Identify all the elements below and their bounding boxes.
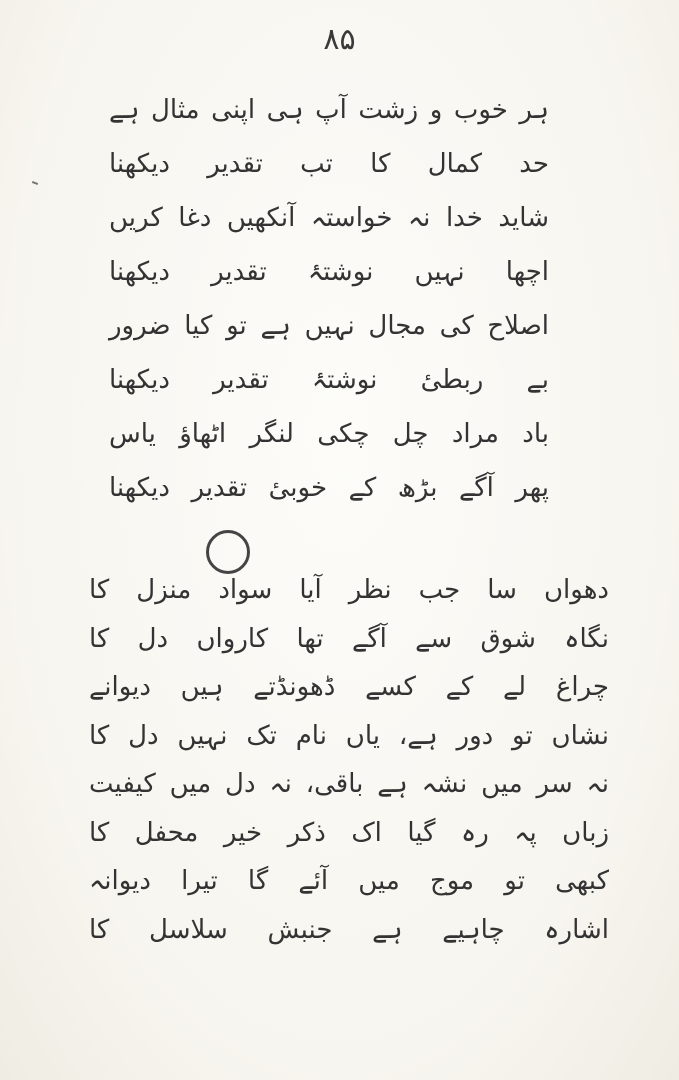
verse-line: زباں پہ رہ گیا اک ذکر خیر محفل کا — [89, 817, 609, 848]
verse-line: شاید خدا نہ خواستہ آنکھیں دغا کریں — [109, 203, 549, 233]
verse-line: نہ سر میں نشہ ہے باقی، نہ دل میں کیفیت — [89, 769, 609, 799]
verse-line: باد مراد چل چکی لنگر اٹھاؤ یاس — [109, 419, 549, 449]
page-number: ۸۵ — [323, 22, 356, 57]
stanza-1 — [109, 95, 549, 527]
verse-line: دھواں سا جب نظر آیا سواد منزل کا — [89, 575, 609, 605]
verse-line: چراغ لے کے کسے ڈھونڈتے ہیں دیوانے — [89, 672, 609, 702]
verse-line: اشارہ چاہیے ہے جنبش سلاسل کا — [89, 914, 609, 945]
verse-line: نگاہ شوق سے آگے تھا کارواں دل کا — [89, 623, 609, 654]
verse-line: نشاں تو دور ہے، یاں نام تک نہیں دل کا — [89, 720, 609, 751]
verse-line: پھر آگے بڑھ کے خوبیٔ تقدیر دیکھنا — [109, 473, 549, 503]
verse-line: اصلاح کی مجال نہیں ہے تو کیا ضرور — [109, 311, 549, 341]
stray-ink-mark — [32, 181, 38, 185]
verse-line: ہر خوب و زشت آپ ہی اپنی مثال ہے — [109, 95, 549, 125]
verse-line: کبھی تو موج میں آئے گا تیرا دیوانہ — [89, 866, 609, 896]
verse-line: حد کمال کا تب تقدیر دیکھنا — [109, 149, 549, 179]
verse-line: اچھا نہیں نوشتۂ تقدیر دیکھنا — [109, 257, 549, 287]
verse-line: بے ربطیٔ نوشتۂ تقدیر دیکھنا — [109, 365, 549, 395]
stanza-2 — [89, 575, 609, 963]
section-divider-circle — [206, 530, 250, 574]
